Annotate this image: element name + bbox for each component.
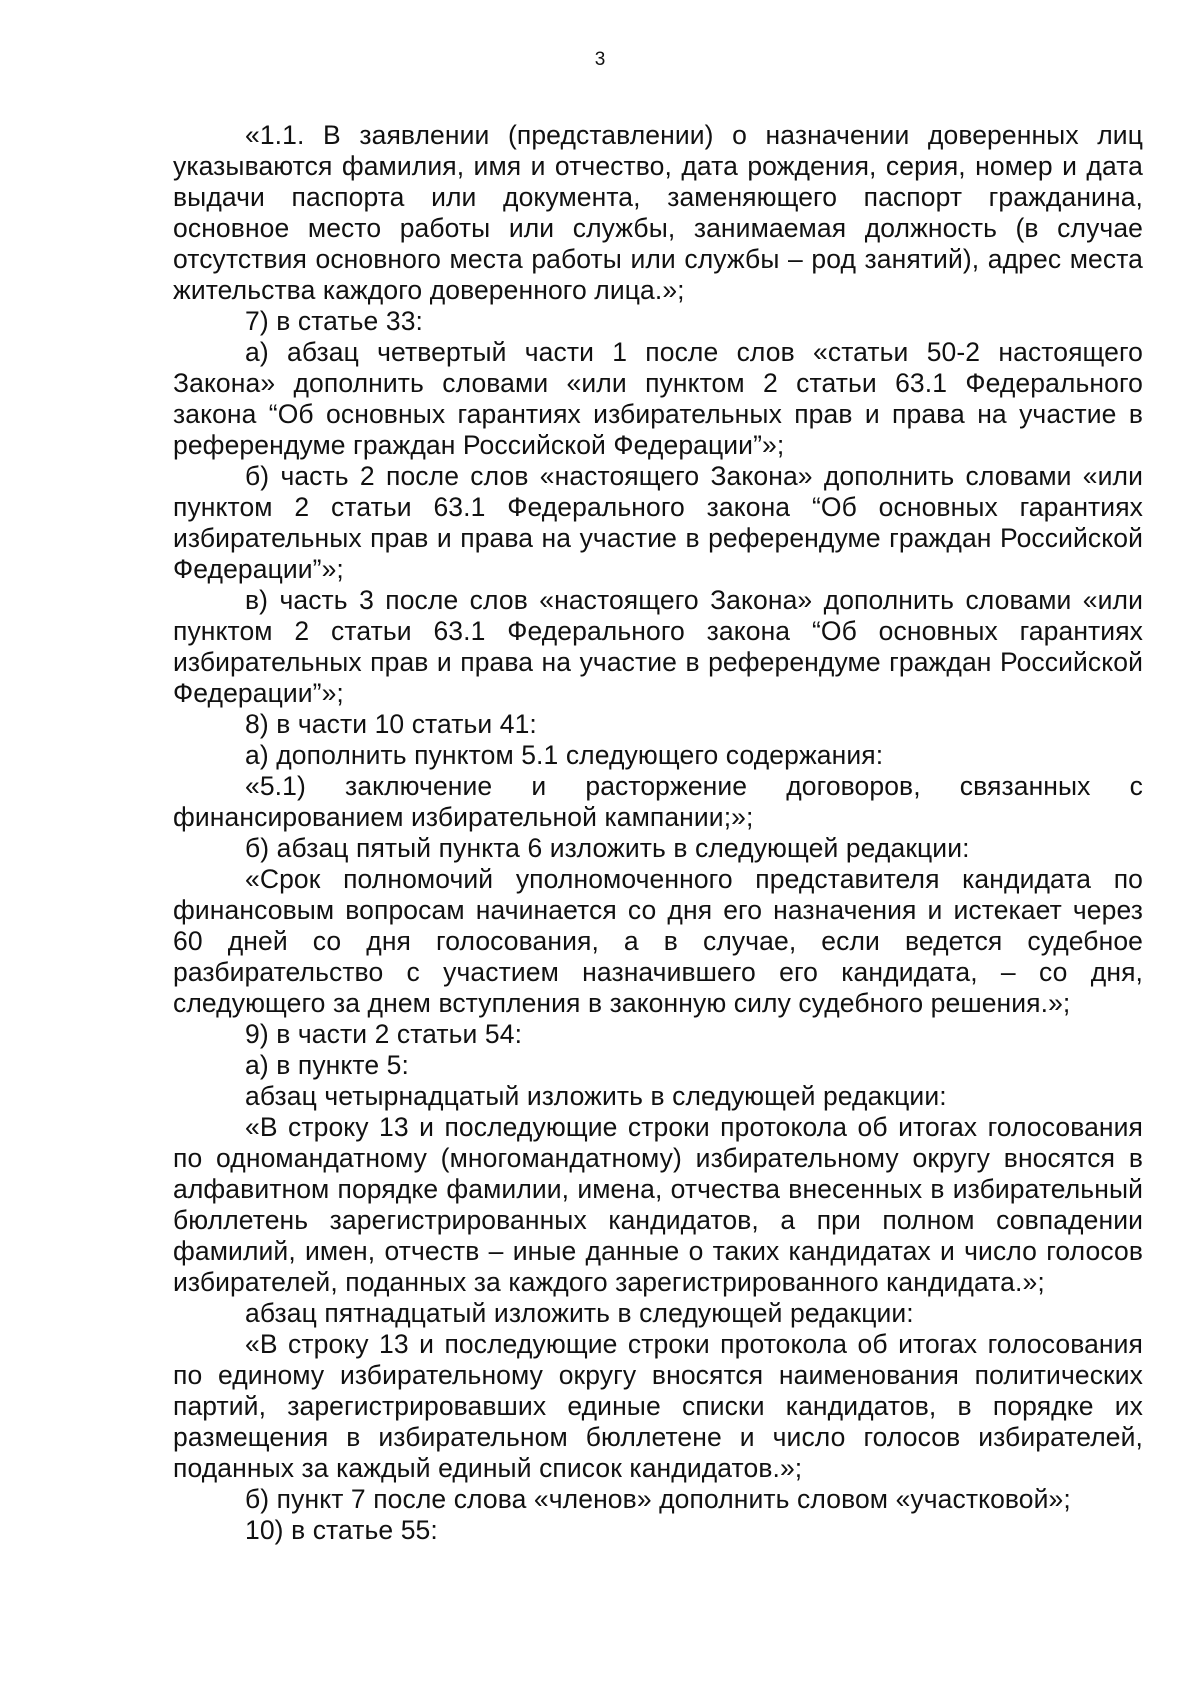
paragraph-item-7: 7) в статье 33: — [245, 306, 423, 336]
paragraph-item-7b: б) часть 2 после слов «настоящего Закона» дополнить словами «или пунктом 2 статьи 63.1 Федерального закона “Об основных гарантиях избирательных прав и права на участие в референдуме граждан Российской Федерации”»; — [173, 461, 1143, 584]
document-body — [173, 120, 1143, 1546]
paragraph-item-7v: в) часть 3 после слов «настоящего Закона» дополнить словами «или пунктом 2 статьи 63.1 Федерального закона “Об основных гарантиях избирательных прав и права на участие в референдуме граждан Российской Федерации”»; — [173, 585, 1143, 708]
paragraph-fourteenth-abzac: абзац четырнадцатый изложить в следующей редакции: — [245, 1081, 947, 1111]
paragraph-item-9a: а) в пункте 5: — [245, 1050, 409, 1080]
paragraph-term-of-office: «Срок полномочий уполномоченного представителя кандидата по финансовым вопросам начинается со дня его назначения и истекает через 60 дней со дня голосования, а в случае, если ведется судебное разбирательство с участием назначившего его кандидата, – со дня, следующего за днем вступления в законную силу судебного решения.»; — [173, 864, 1143, 1018]
paragraph-item-5-1: «5.1) заключение и расторжение договоров, связанных с финансированием избирательной кампании;»; — [173, 771, 1143, 832]
paragraph-item-7a: а) абзац четвертый части 1 после слов «статьи 50-2 настоящего Закона» дополнить словами «или пунктом 2 статьи 63.1 Федерального закона “Об основных гарантиях избирательных прав и права на участие в референдуме граждан Российской Федерации”»; — [173, 337, 1143, 460]
paragraph-1-1-trustees: «1.1. В заявлении (представлении) о назначении доверенных лиц указываются фамилия, имя и отчество, дата рождения, серия, номер и дата выдачи паспорта или документа, заменяющего паспорт гражданина, основное место работы или службы, занимаемая должность (в случае отсутствия основного места работы или службы – род занятий), адрес места жительства каждого доверенного лица.»; — [173, 120, 1143, 305]
paragraph-line-13-single-mandate: «В строку 13 и последующие строки протокола об итогах голосования по одномандатному (многомандатному) избирательному округу вносятся в алфавитном порядке фамилии, имена, отчества внесенных в избирательный бюллетень зарегистрированных кандидатов, а при полном совпадении фамилий, имен, отчеств – иные данные о таких кандидатах и число голосов избирателей, поданных за каждого зарегистрированного кандидата.»; — [173, 1112, 1143, 1297]
paragraph-item-8a: а) дополнить пунктом 5.1 следующего содержания: — [245, 740, 884, 770]
paragraph-item-8: 8) в части 10 статьи 41: — [245, 709, 537, 739]
paragraph-line-13-single-district: «В строку 13 и последующие строки протокола об итогах голосования по единому избирательному округу вносятся наименования политических партий, зарегистрировавших единые списки кандидатов, в порядке их размещения в избирательном бюллетене и число голосов избирателей, поданных за каждый единый список кандидатов.»; — [173, 1329, 1143, 1483]
paragraph-item-8b: б) абзац пятый пункта 6 изложить в следующей редакции: — [245, 833, 970, 863]
paragraph-item-9: 9) в части 2 статьи 54: — [245, 1019, 523, 1049]
paragraph-item-10: 10) в статье 55: — [245, 1515, 438, 1545]
paragraph-item-9b: б) пункт 7 после слова «членов» дополнить словом «участковой»; — [245, 1484, 1071, 1514]
paragraph-fifteenth-abzac: абзац пятнадцатый изложить в следующей редакции: — [245, 1298, 914, 1328]
page-number: 3 — [594, 49, 606, 70]
